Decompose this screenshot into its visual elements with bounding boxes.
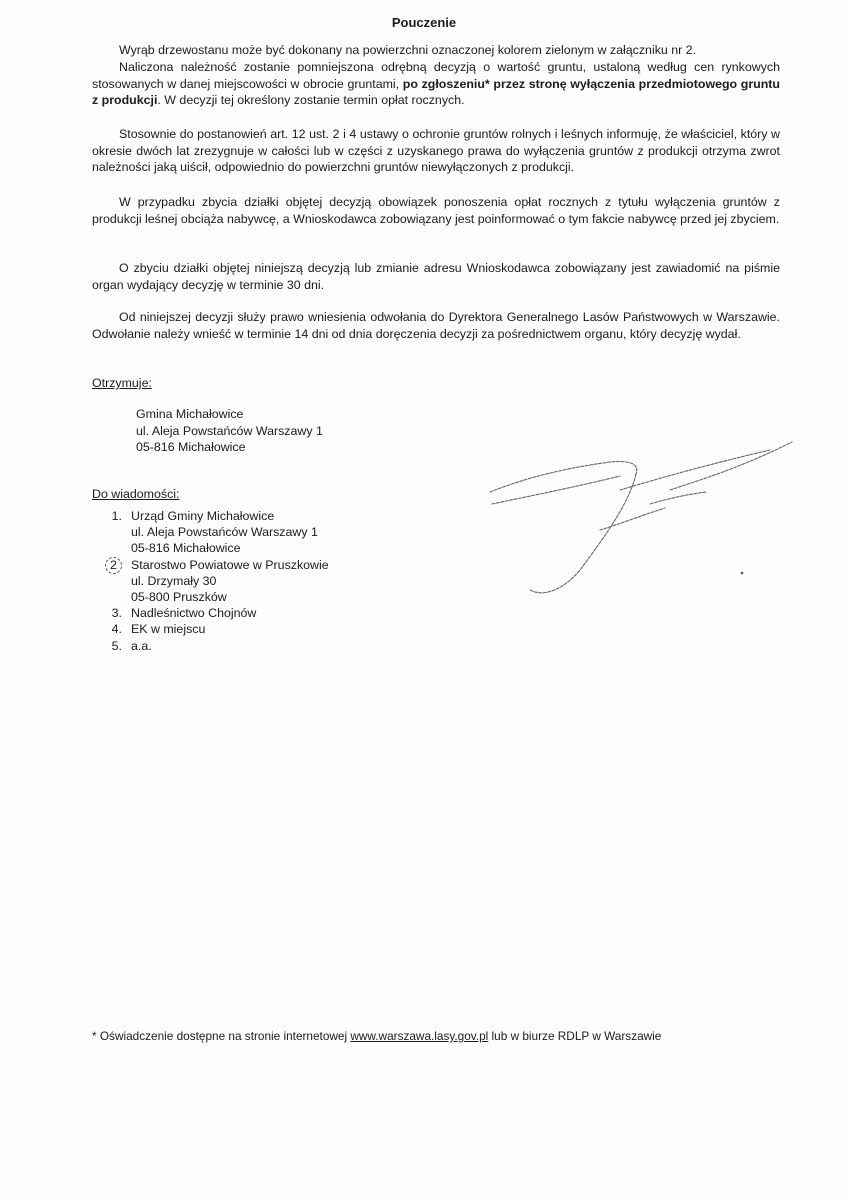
paragraph-sale: W przypadku zbycia działki objętej decyzją obowiązek ponoszenia opłat rocznych z tytułu wyłączenia gruntów z produkcji leśnej obciąża nabywcę, a Wnioskodawca zobowiązany jest poinformować o tym fakcie nabywcę przed jej zbyciem. [92, 195, 780, 226]
list-item: 4. EK w miejscu [111, 622, 206, 637]
list-item: 1. Urząd Gminy Michałowice ul. Aleja Powstańców Warszawy 1 05-816 Michałowice [111, 509, 318, 556]
list-item: 3. Nadleśnictwo Chojnów [111, 606, 257, 621]
list-item: 2 Starostwo Powiatowe w Pruszkowie ul. Drzymały 30 05-800 Pruszków [104, 557, 329, 606]
footnote: * Oświadczenie dostępne na stronie internetowej www.warszawa.lasy.gov.pl lub w biurze RDLP w Warszawie [92, 1029, 662, 1043]
list-item: 5. a.a. [111, 638, 152, 653]
paragraph-appeal: Od niniejszej decyzji służy prawo wniesienia odwołania do Dyrektora Generalnego Lasów Państwowych w Warszawie. Odwołanie należy wnieść w terminie 14 dni od dnia doręczenia decyzji za pośrednictwem organu, który decyzję wydał. [92, 310, 780, 341]
address-line: 05-816 Michałowice [136, 440, 246, 455]
circled-number: 2 [105, 557, 122, 574]
website-link[interactable]: www.warszawa.lasy.gov.pl [350, 1029, 489, 1043]
paragraph-notification: O zbyciu działki objętej niniejszą decyzją lub zmianie adresu Wnioskodawca zobowiązany jest zawiadomić na piśmie organ wydający decyzję w terminie 30 dni. [92, 261, 780, 292]
cc-heading: Do wiadomości: [92, 487, 180, 501]
signature [470, 430, 810, 600]
cc-list [104, 508, 329, 654]
address-line: ul. Aleja Powstańców Warszawy 1 [136, 423, 323, 438]
bold-phrase: po zgłoszeniu* przez stronę wyłączenia przedmiotowego gruntu z produkcji [92, 76, 781, 108]
recipients-heading: Otrzymuje: [92, 376, 152, 390]
paragraph-harvest: Wyrąb drzewostanu może być dokonany na powierzchni oznaczonej kolorem zielonym w załączniku nr 2. [119, 43, 697, 57]
recipient-address [136, 406, 323, 456]
document-title: Pouczenie [391, 15, 457, 30]
paragraph-reduction: Naliczona należność zostanie pomniejszona odrębną decyzją o wartość gruntu, ustaloną według cen rynkowych stosowanych w danej miejscowości w obrocie gruntami, po zgłoszeniu* przez stronę wyłączenia przedmiotowego gruntu z produkcji. W decyzji tej określony zostanie termin opłat rocznych. [92, 60, 781, 108]
paragraph-refund: Stosownie do postanowień art. 12 ust. 2 i 4 ustawy o ochronie gruntów rolnych i leśnych informuję, że właściciel, który w okresie dwóch lat zrezygnuje w całości lub w części z uzyskanego prawa do wyłączenia gruntów z produkcji otrzyma zwrot należności jaką uiścił, odpowiednio do powierzchni gruntów niewyłączonych z produkcji. [92, 127, 780, 175]
address-line: Gmina Michałowice [136, 407, 244, 421]
